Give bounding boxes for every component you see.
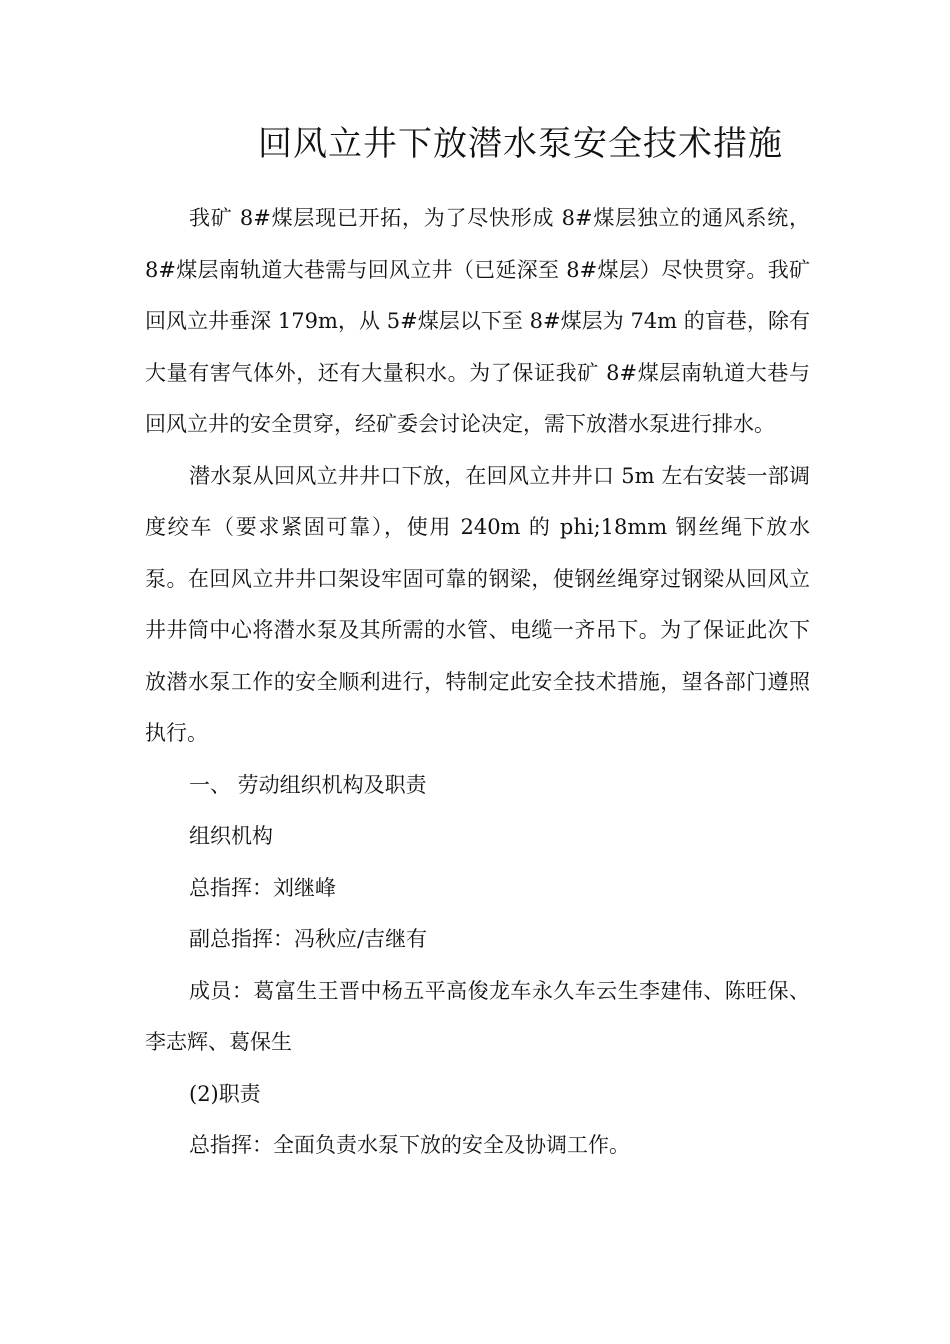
document-title: 回风立井下放潜水泵安全技术措施 — [258, 124, 783, 164]
subheading-duties: (2)职责 — [189, 1081, 261, 1106]
commander-duty-line: 总指挥：全面负责水泵下放的安全及协调工作。 — [189, 1133, 630, 1157]
paragraph-method: 潜水泵从回风立井井口下放，在回风立井井口 5m 左右安装一部调度绞车（要求紧固可靠），使用 240m 的 phi;18mm 钢丝绳下放水泵。在回风立井井口架设牢固可靠的钢梁，使钢丝绳穿过钢梁从回风立井井筒中心将潜水泵及其所需的水管、电缆一齐吊下。为了保证此次下放潜水泵工作的安全顺利进行，特制定此安全技术措施，望各部门遵照执行。 — [145, 463, 810, 745]
document-body — [145, 193, 810, 1172]
paragraph-intro: 我矿 8#煤层现已开拓，为了尽快形成 8#煤层独立的通风系统，8#煤层南轨道大巷需与回风立井（已延深至 8#煤层）尽快贯穿。我矿回风立井垂深 179m，从 5#煤层以下至 8#煤层为 74m 的盲巷，除有大量有害气体外，还有大量积水。为了保证我矿 8#煤层南轨道大巷与回风立井的安全贯穿，经矿委会讨论决定，需下放潜水泵进行排水。 — [145, 206, 810, 436]
members-line: 成员：葛富生王晋中杨五平高俊龙车永久车云生李建伟、陈旺保、李志辉、葛保生 — [145, 978, 810, 1054]
subheading-organization: 组织机构 — [189, 824, 273, 848]
commander-line: 总指挥：刘继峰 — [189, 875, 336, 900]
section-heading: 一、 劳动组织机构及职责 — [189, 772, 427, 797]
vice-commander-line: 副总指挥：冯秋应/吉继有 — [189, 927, 428, 951]
